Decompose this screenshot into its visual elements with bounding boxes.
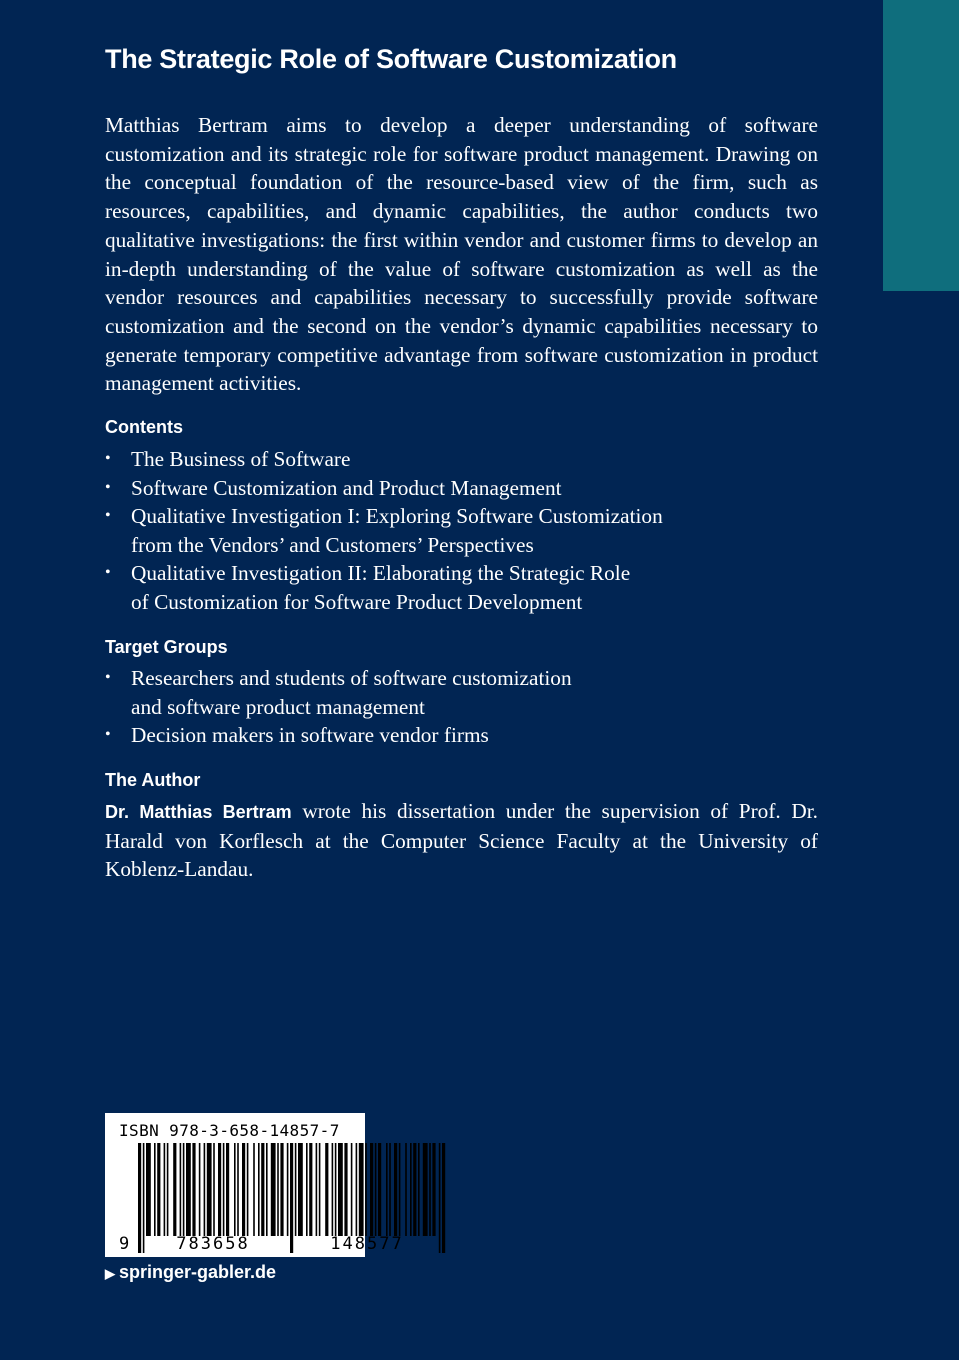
barcode-bar bbox=[338, 1143, 343, 1236]
barcode-bar bbox=[167, 1143, 169, 1236]
author-name: Dr. Matthias Bertram bbox=[105, 802, 292, 822]
contents-heading: Contents bbox=[105, 417, 183, 437]
barcode-bar bbox=[432, 1143, 435, 1236]
barcode-bar bbox=[413, 1143, 416, 1236]
barcode-bar bbox=[351, 1143, 353, 1236]
barcode-bar bbox=[344, 1143, 347, 1236]
barcode-bar bbox=[429, 1143, 431, 1236]
barcode-bar bbox=[173, 1143, 176, 1236]
barcode-bar bbox=[138, 1143, 141, 1253]
barcode-bar bbox=[335, 1143, 337, 1236]
list-item: • Decision makers in software vendor firms bbox=[105, 721, 572, 750]
barcode-bar bbox=[242, 1143, 245, 1236]
barcode-bar bbox=[157, 1143, 160, 1236]
barcode-bar bbox=[399, 1143, 401, 1236]
barcode-bar bbox=[405, 1143, 407, 1236]
barcode-bar bbox=[356, 1143, 358, 1236]
isbn-label: ISBN 978-3-658-14857-7 bbox=[119, 1121, 340, 1140]
barcode-bar bbox=[146, 1143, 151, 1236]
barcode-bar bbox=[298, 1143, 303, 1236]
list-item: • The Business of Software bbox=[105, 445, 663, 474]
list-item: • Qualitative Investigation I: Exploring Software Customization from the Vendors’ and Customers’ Perspectives bbox=[105, 502, 663, 559]
contents-list bbox=[105, 445, 663, 617]
barcode-bar bbox=[316, 1143, 318, 1236]
list-item: • Software Customization and Product Management bbox=[105, 474, 663, 503]
barcode-bar bbox=[186, 1143, 191, 1236]
barcode-bar bbox=[423, 1143, 428, 1236]
barcode-bar bbox=[442, 1143, 445, 1253]
barcode-bar bbox=[319, 1143, 321, 1236]
barcode-bar bbox=[418, 1143, 420, 1236]
author-bio bbox=[105, 797, 818, 884]
barcode-bar bbox=[204, 1143, 206, 1236]
teal-accent-tab bbox=[883, 0, 959, 291]
barcode-bar bbox=[154, 1143, 156, 1236]
target-groups-heading: Target Groups bbox=[105, 637, 228, 657]
barcode-bar bbox=[226, 1143, 229, 1236]
barcode-bar bbox=[223, 1143, 225, 1236]
barcode-bar bbox=[439, 1143, 441, 1253]
barcode-bar bbox=[253, 1143, 255, 1236]
website-url[interactable]: springer-gabler.de bbox=[119, 1262, 277, 1282]
author-heading: The Author bbox=[105, 770, 201, 790]
barcode-bar bbox=[237, 1143, 239, 1236]
barcode-bar bbox=[332, 1143, 334, 1236]
barcode-bar bbox=[394, 1143, 397, 1236]
barcode-bar bbox=[258, 1143, 260, 1236]
barcode-bar bbox=[218, 1143, 221, 1236]
barcode-bar bbox=[234, 1143, 236, 1236]
isbn-barcode bbox=[105, 1113, 404, 1257]
list-item: • Researchers and students of software customization and software product management bbox=[105, 664, 572, 721]
barcode-bar bbox=[370, 1143, 373, 1236]
barcode-bar bbox=[207, 1143, 212, 1236]
barcode-digits: 9 bbox=[119, 1234, 132, 1254]
barcode-bar bbox=[277, 1143, 279, 1236]
barcode-bar bbox=[213, 1143, 215, 1236]
barcode-bar bbox=[247, 1143, 249, 1236]
book-description: Matthias Bertram aims to develop a deeper understanding of software customization and its strategic role for software product management. Drawing on the conceptual foundation of the resource-based view of the firm, such as resources, capabilities, and dynamic capabilities, the author conducts two qualitative investigations: the first within vendor and customer firms to develop an in-depth understanding of the value of software customization as well as the vendor resources and capabilities necessary to successfully provide software customization and the second on the vendor’s dynamic capabilities necessary to generate temporary competitive advantage from software customization in product management activities. bbox=[105, 113, 818, 396]
barcode-bar bbox=[389, 1143, 391, 1236]
barcode-bar bbox=[375, 1143, 377, 1236]
barcode-bar bbox=[309, 1143, 312, 1236]
barcode-bar bbox=[287, 1143, 289, 1236]
barcode-bar bbox=[306, 1143, 308, 1236]
barcode-bar bbox=[192, 1143, 195, 1236]
triangle-right-icon: ▶ bbox=[105, 1266, 115, 1281]
barcode-bar bbox=[271, 1143, 276, 1236]
barcode-bar bbox=[325, 1143, 328, 1236]
book-title: The Strategic Role of Software Customization bbox=[105, 44, 677, 74]
target-groups-list bbox=[105, 664, 572, 750]
barcode-bar bbox=[386, 1143, 388, 1236]
barcode-digits: 783658 bbox=[176, 1234, 250, 1254]
barcode-bar bbox=[359, 1143, 364, 1236]
barcode-bar bbox=[378, 1143, 381, 1236]
barcode-bar bbox=[143, 1143, 145, 1253]
barcode-bar bbox=[183, 1143, 185, 1236]
barcode-bar bbox=[199, 1143, 201, 1236]
barcode-bar bbox=[290, 1143, 293, 1253]
author-bio-text: wrote his dissertation under the supervision of Prof. Dr. Harald von Korflesch at the Computer Science Faculty at the University of Koblenz-Landau. bbox=[105, 799, 818, 882]
barcode-bars bbox=[105, 1113, 404, 1257]
publisher-website[interactable] bbox=[105, 1262, 276, 1283]
barcode-digits: 148577 bbox=[330, 1234, 404, 1254]
barcode-bar bbox=[280, 1143, 283, 1236]
list-item: • Qualitative Investigation II: Elaborating the Strategic Role of Customization for Software Product Development bbox=[105, 559, 663, 616]
barcode-bar bbox=[180, 1143, 182, 1236]
barcode-bar bbox=[410, 1143, 412, 1236]
barcode-bar bbox=[295, 1143, 297, 1236]
barcode-bar bbox=[365, 1143, 367, 1236]
barcode-bar bbox=[266, 1143, 268, 1236]
barcode-bar bbox=[261, 1143, 264, 1236]
barcode-bar bbox=[164, 1143, 166, 1236]
